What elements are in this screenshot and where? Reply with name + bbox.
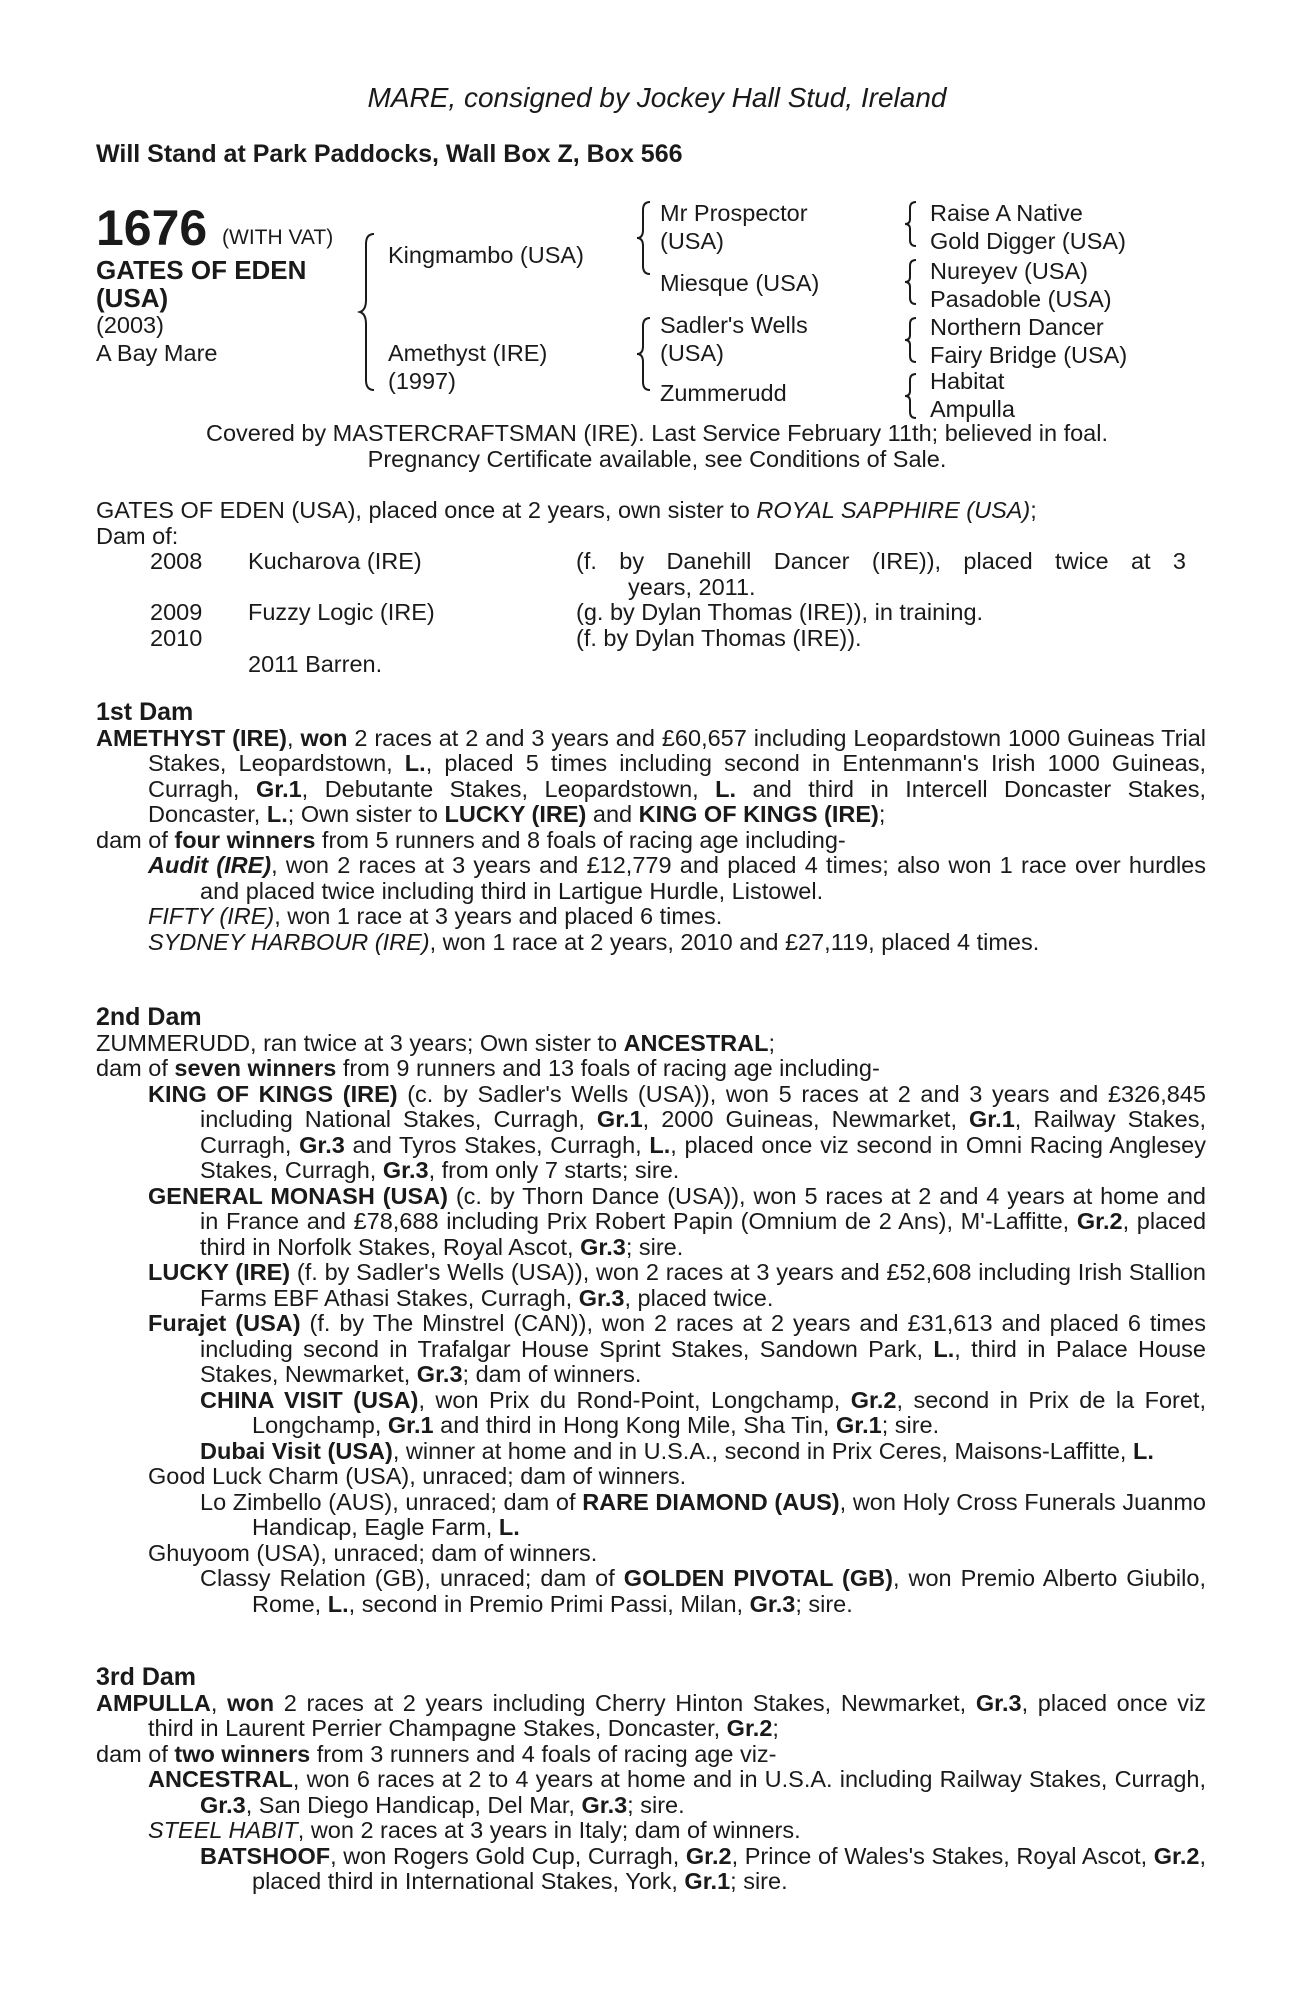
third-dam-heading: 3rd Dam [96,1663,197,1691]
pedigree-g6: Fairy Bridge (USA) [930,342,1128,368]
produce-intro: GATES OF EDEN (USA), placed once at 2 years, own sister to ROYAL SAPPHIRE (USA); [96,497,1037,523]
pedigree-brace-g78 [906,372,918,420]
second-dam-produce-china: CHINA VISIT (USA), won Prix du Rond-Point, Longchamp, Gr.2, second in Prix de la Foret, Longchamp, Gr.1 and third in Hong Kong Mile, Sha Tin, Gr.1; sire. [200,1386,1206,1438]
produce-desc-2010: (f. by Dylan Thomas (IRE)). [576,625,862,651]
second-dam-produce-furajet: Furajet (USA) (f. by The Minstrel (CAN)), won 2 races at 2 years and £31,613 and placed 6 times including second in Trafalgar House Sprint Stakes, Sandown Park, L., third in Palace House Stakes, Newmarket, Gr.3; dam of winners. [148,1310,1206,1387]
pedigree-ss-line1: Mr Prospector [660,200,808,226]
second-dam-heading: 2nd Dam [96,1003,202,1031]
pedigree-g8: Ampulla [930,396,1015,422]
first-dam-record: AMETHYST (IRE), won 2 races at 2 and 3 years and £60,657 including Leopardstown 1000 Guineas Trial Stakes, Leopardstown, L., placed 5 times including second in Entenmann's Irish 1000 Guineas, Curragh, Gr.1, Debutante Stakes, Leopardstown, L. and third in Intercell Doncaster Stakes, Doncaster, L.; Own sister to LUCKY (IRE) and KING OF KINGS (IRE); [96,724,1207,827]
third-dam-produce-steelhabit: STEEL HABIT, won 2 races at 3 years in Italy; dam of winners. [148,1817,801,1843]
produce-desc-2009: (g. by Dylan Thomas (IRE)), in training. [576,599,984,625]
lot-number: 1676 [96,200,208,256]
produce-desc-2008-line2: years, 2011. [628,574,756,600]
second-dam-produce-lucky: LUCKY (IRE) (f. by Sadler's Wells (USA)), won 2 races at 3 years and £52,608 including Irish Stallion Farms EBF Athasi Stakes, Curragh, Gr.3, placed twice. [148,1259,1206,1311]
stand-location: Will Stand at Park Paddocks, Wall Box Z, Box 566 [96,140,683,168]
third-dam-record: AMPULLA, won 2 races at 2 years including Cherry Hinton Stakes, Newmarket, Gr.3, placed once viz third in Laurent Perrier Champagne Stakes, Doncaster, Gr.2; [96,1689,1207,1741]
pedigree-brace-main [362,232,376,392]
produce-year-2010: 2010 [150,625,203,651]
page-title: MARE, consigned by Jockey Hall Stud, Ireland [367,82,947,113]
horse-description: A Bay Mare [96,340,218,366]
first-dam-produce-sydney: SYDNEY HARBOUR (IRE), won 1 race at 2 years, 2010 and £27,119, placed 4 times. [148,928,1040,955]
pedigree-brace-sire [638,200,652,276]
pedigree-g7: Habitat [930,368,1005,394]
pedigree-dam-line1: Amethyst (IRE) [388,340,548,366]
produce-desc-2008-line1: (f. by Danehill Dancer (IRE)), placed twice at 3 [576,548,1186,574]
pedigree-ds-line2: (USA) [660,340,724,366]
produce-section [96,498,1206,549]
second-dam-produce-ghuyoom: Ghuyoom (USA), unraced; dam of winners. [148,1539,598,1566]
third-dam-section [96,1665,1206,1895]
first-dam-produce-audit: Audit (IRE), won 2 races at 3 years and £12,779 and placed 4 times; also won 1 race over hurdles and placed twice including third in Lartigue Hurdle, Listowel. [148,852,1206,904]
second-dam-damof: dam of seven winners from 9 runners and 13 foals of racing age including- [96,1055,880,1081]
covered-line2: Pregnancy Certificate available, see Conditions of Sale. [367,446,947,472]
second-dam-produce-classy: Classy Relation (GB), unraced; dam of GOLDEN PIVOTAL (GB), won Premio Alberto Giubilo, Rome, L., second in Premio Primi Passi, Milan, Gr.3; sire. [200,1565,1206,1617]
second-dam-produce-monash: GENERAL MONASH (USA) (c. by Thorn Dance (USA)), won 5 races at 2 and 4 years at home and in France and £78,688 including Prix Robert Papin (Omnium de 2 Ans), M'-Laffitte, Gr.2, placed third in Norfolk Stakes, Royal Ascot, Gr.3; sire. [148,1182,1207,1260]
produce-year-2008: 2008 [150,548,203,574]
pedigree-g3: Nureyev (USA) [930,258,1089,284]
second-dam-section [96,1005,1206,1617]
produce-name-2009: Fuzzy Logic (IRE) [248,599,435,625]
pedigree-brace-g56 [906,316,918,364]
second-dam-produce-dubai: Dubai Visit (USA), winner at home and in U.S.A., second in Prix Ceres, Maisons-Laffitte, L. [200,1437,1154,1464]
pedigree-g4: Pasadoble (USA) [930,286,1112,312]
first-dam-heading: 1st Dam [96,698,194,726]
pedigree-g2: Gold Digger (USA) [930,228,1126,254]
horse-name-line2: (USA) [96,283,169,313]
horse-name-line1: GATES OF EDEN [96,255,307,285]
first-dam-produce-fifty: FIFTY (IRE), won 1 race at 3 years and placed 6 times. [148,903,723,929]
second-dam-produce-lozimbello: Lo Zimbello (AUS), unraced; dam of RARE DIAMOND (AUS), won Holy Cross Funerals Juanmo Handicap, Eagle Farm, L. [200,1488,1206,1540]
third-dam-produce-ancestral: ANCESTRAL, won 6 races at 2 to 4 years at home and in U.S.A. including Railway Stakes, Curragh, Gr.3, San Diego Handicap, Del Mar, Gr.3; sire. [148,1766,1206,1818]
pedigree-g5: Northern Dancer [930,314,1104,340]
pedigree-ds-line1: Sadler's Wells [660,312,808,338]
produce-name-2008: Kucharova (IRE) [248,548,422,574]
third-dam-damof: dam of two winners from 3 runners and 4 foals of racing age viz- [96,1740,777,1767]
produce-year-2009: 2009 [150,599,203,625]
pedigree-dd: Zummerudd [660,380,787,406]
pedigree-brace-g34 [906,258,918,306]
pedigree-dam-line2: (1997) [388,368,456,394]
dam-of-label: Dam of: [96,522,179,549]
first-dam-damof: dam of four winners from 5 runners and 8 foals of racing age including- [96,826,846,853]
second-dam-produce-glc: Good Luck Charm (USA), unraced; dam of winners. [148,1463,687,1489]
first-dam-section [96,700,1206,955]
second-dam-produce-kok: KING OF KINGS (IRE) (c. by Sadler's Wells (USA)), won 5 races at 2 and 3 years and £326,845 including National Stakes, Curragh, Gr.1, 2000 Guineas, Newmarket, Gr.1, Railway Stakes, Curragh, Gr.3 and Tyros Stakes, Curragh, L., placed once viz second in Omni Racing Anglesey Stakes, Curragh, Gr.3, from only 7 starts; sire. [148,1080,1207,1183]
pedigree-brace-dam [638,316,652,392]
pedigree-sire: Kingmambo (USA) [388,242,584,268]
second-dam-intro: ZUMMERUDD, ran twice at 3 years; Own sister to ANCESTRAL; [96,1029,776,1056]
pedigree-g1: Raise A Native [930,200,1083,226]
produce-barren: 2011 Barren. [248,651,383,677]
pedigree-ss-line2: (USA) [660,228,724,254]
vat-label: (WITH VAT) [222,226,334,249]
horse-year: (2003) [96,312,164,338]
pedigree-brace-g12 [906,200,918,248]
covered-line1: Covered by MASTERCRAFTSMAN (IRE). Last Service February 11th; believed in foal. [205,420,1109,446]
third-dam-produce-batshoof: BATSHOOF, won Rogers Gold Cup, Curragh, Gr.2, Prince of Wales's Stakes, Royal Ascot, Gr.2, placed third in International Stakes, York, Gr.1; sire. [200,1842,1207,1894]
pedigree-sd: Miesque (USA) [660,270,820,296]
